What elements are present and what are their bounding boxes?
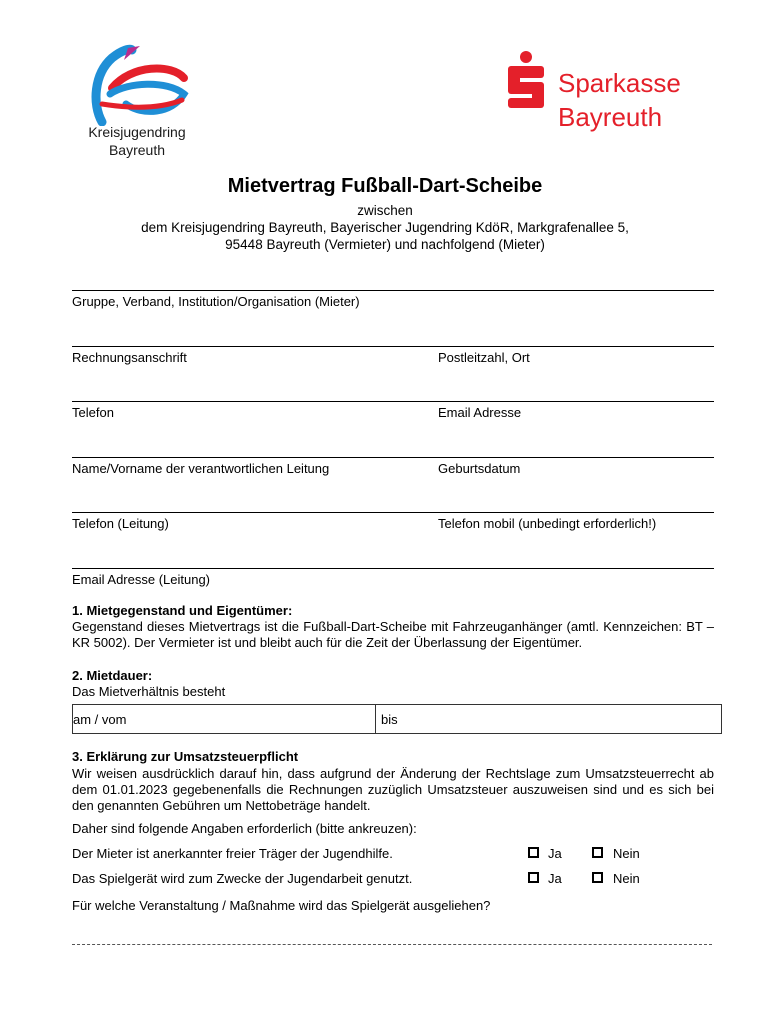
from-date-label: am / vom	[73, 712, 127, 727]
jugendarbeit-no-label: Nein	[613, 871, 640, 886]
veranstaltung-field[interactable]	[72, 944, 712, 945]
intro-line2: dem Kreisjugendring Bayreuth, Bayerischer Jugendring KdöR, Markgrafenallee 5,	[141, 220, 629, 235]
name-leitung-label: Name/Vorname der verantwortlichen Leitung	[72, 461, 330, 476]
kjr-logo-line2: Bayreuth	[108, 142, 166, 158]
kreisjugendring-emblem-icon	[72, 44, 202, 126]
sparkasse-logo-line1: Sparkasse	[558, 68, 681, 98]
telefon-field[interactable]	[72, 401, 714, 402]
kreisjugendring-logo	[72, 44, 202, 162]
document-title: Mietvertrag Fußball-Dart-Scheibe	[227, 175, 543, 197]
section2-heading: 2. Mietdauer:	[72, 668, 153, 683]
name-leitung-field[interactable]	[72, 457, 714, 458]
jugendarbeit-yes-label: Ja	[548, 871, 562, 886]
email-label: Email Adresse	[438, 405, 522, 420]
question-veranstaltung: Für welche Veranstaltung / Maßnahme wird das Spielgerät ausgeliehen?	[72, 898, 491, 913]
table-divider	[375, 705, 376, 733]
gruppe-field[interactable]	[72, 290, 714, 291]
section2-text: Das Mietverhältnis besteht	[72, 684, 226, 699]
sparkasse-s-icon	[504, 50, 548, 110]
jugendarbeit-no-checkbox[interactable]	[592, 872, 603, 883]
section3-heading: 3. Erklärung zur Umsatzsteuerpflicht	[72, 749, 299, 764]
email-leitung-field[interactable]	[72, 568, 714, 569]
jugendhilfe-no-label: Nein	[613, 846, 640, 861]
jugendarbeit-yes-checkbox[interactable]	[528, 872, 539, 883]
jugendhilfe-yes-checkbox[interactable]	[528, 847, 539, 858]
jugendhilfe-yes-label: Ja	[548, 846, 562, 861]
plz-ort-label: Postleitzahl, Ort	[438, 350, 530, 365]
rechnungsanschrift-field[interactable]	[72, 346, 714, 347]
question-jugendhilfe: Der Mieter ist anerkannter freier Träger der Jugendhilfe.	[72, 846, 393, 861]
section1-text: Gegenstand dieses Mietvertrags ist die Fußball-Dart-Scheibe mit Fahrzeuganhänger (amtl. Kennzeichen: BT – KR 5002). Der Vermieter ist und bleibt auch für die Zeit der Überlassung der Eigentümer.	[72, 619, 714, 650]
telefon-leitung-field[interactable]	[72, 512, 714, 513]
question-jugendarbeit: Das Spielgerät wird zum Zwecke der Jugendarbeit genutzt.	[72, 871, 413, 886]
geburtsdatum-label: Geburtsdatum	[438, 461, 521, 476]
section3-prompt: Daher sind folgende Angaben erforderlich (bitte ankreuzen):	[72, 821, 417, 836]
to-date-label: bis	[381, 712, 398, 727]
telefon-leitung-label: Telefon (Leitung)	[72, 516, 169, 531]
sparkasse-logo-line2: Bayreuth	[558, 102, 663, 132]
telefon-mobil-label: Telefon mobil (unbedingt erforderlich!)	[438, 516, 657, 531]
intro-line3: 95448 Bayreuth (Vermieter) und nachfolgend (Mieter)	[225, 237, 545, 252]
gruppe-label: Gruppe, Verband, Institution/Organisation (Mieter)	[72, 294, 360, 309]
section3-text: Wir weisen ausdrücklich darauf hin, dass aufgrund der Änderung der Rechtslage zum Umsatzsteuerrecht ab dem 01.01.2023 gegebenenfalls die Rechnungen zuzüglich Umsatzsteuer auszuweisen sind und es sich bei den genannten Gebühren um Nettobeträge handelt.	[72, 766, 714, 813]
kjr-logo-line1: Kreisjugendring	[88, 124, 186, 140]
section1-heading: 1. Mietgegenstand und Eigentümer:	[72, 603, 293, 618]
sparkasse-logo	[500, 50, 710, 140]
rechnungsanschrift-label: Rechnungsanschrift	[72, 350, 187, 365]
mietdauer-table	[72, 704, 722, 734]
jugendhilfe-no-checkbox[interactable]	[592, 847, 603, 858]
telefon-label: Telefon	[72, 405, 114, 420]
email-leitung-label: Email Adresse (Leitung)	[72, 572, 211, 587]
intro-line1: zwischen	[357, 203, 413, 218]
